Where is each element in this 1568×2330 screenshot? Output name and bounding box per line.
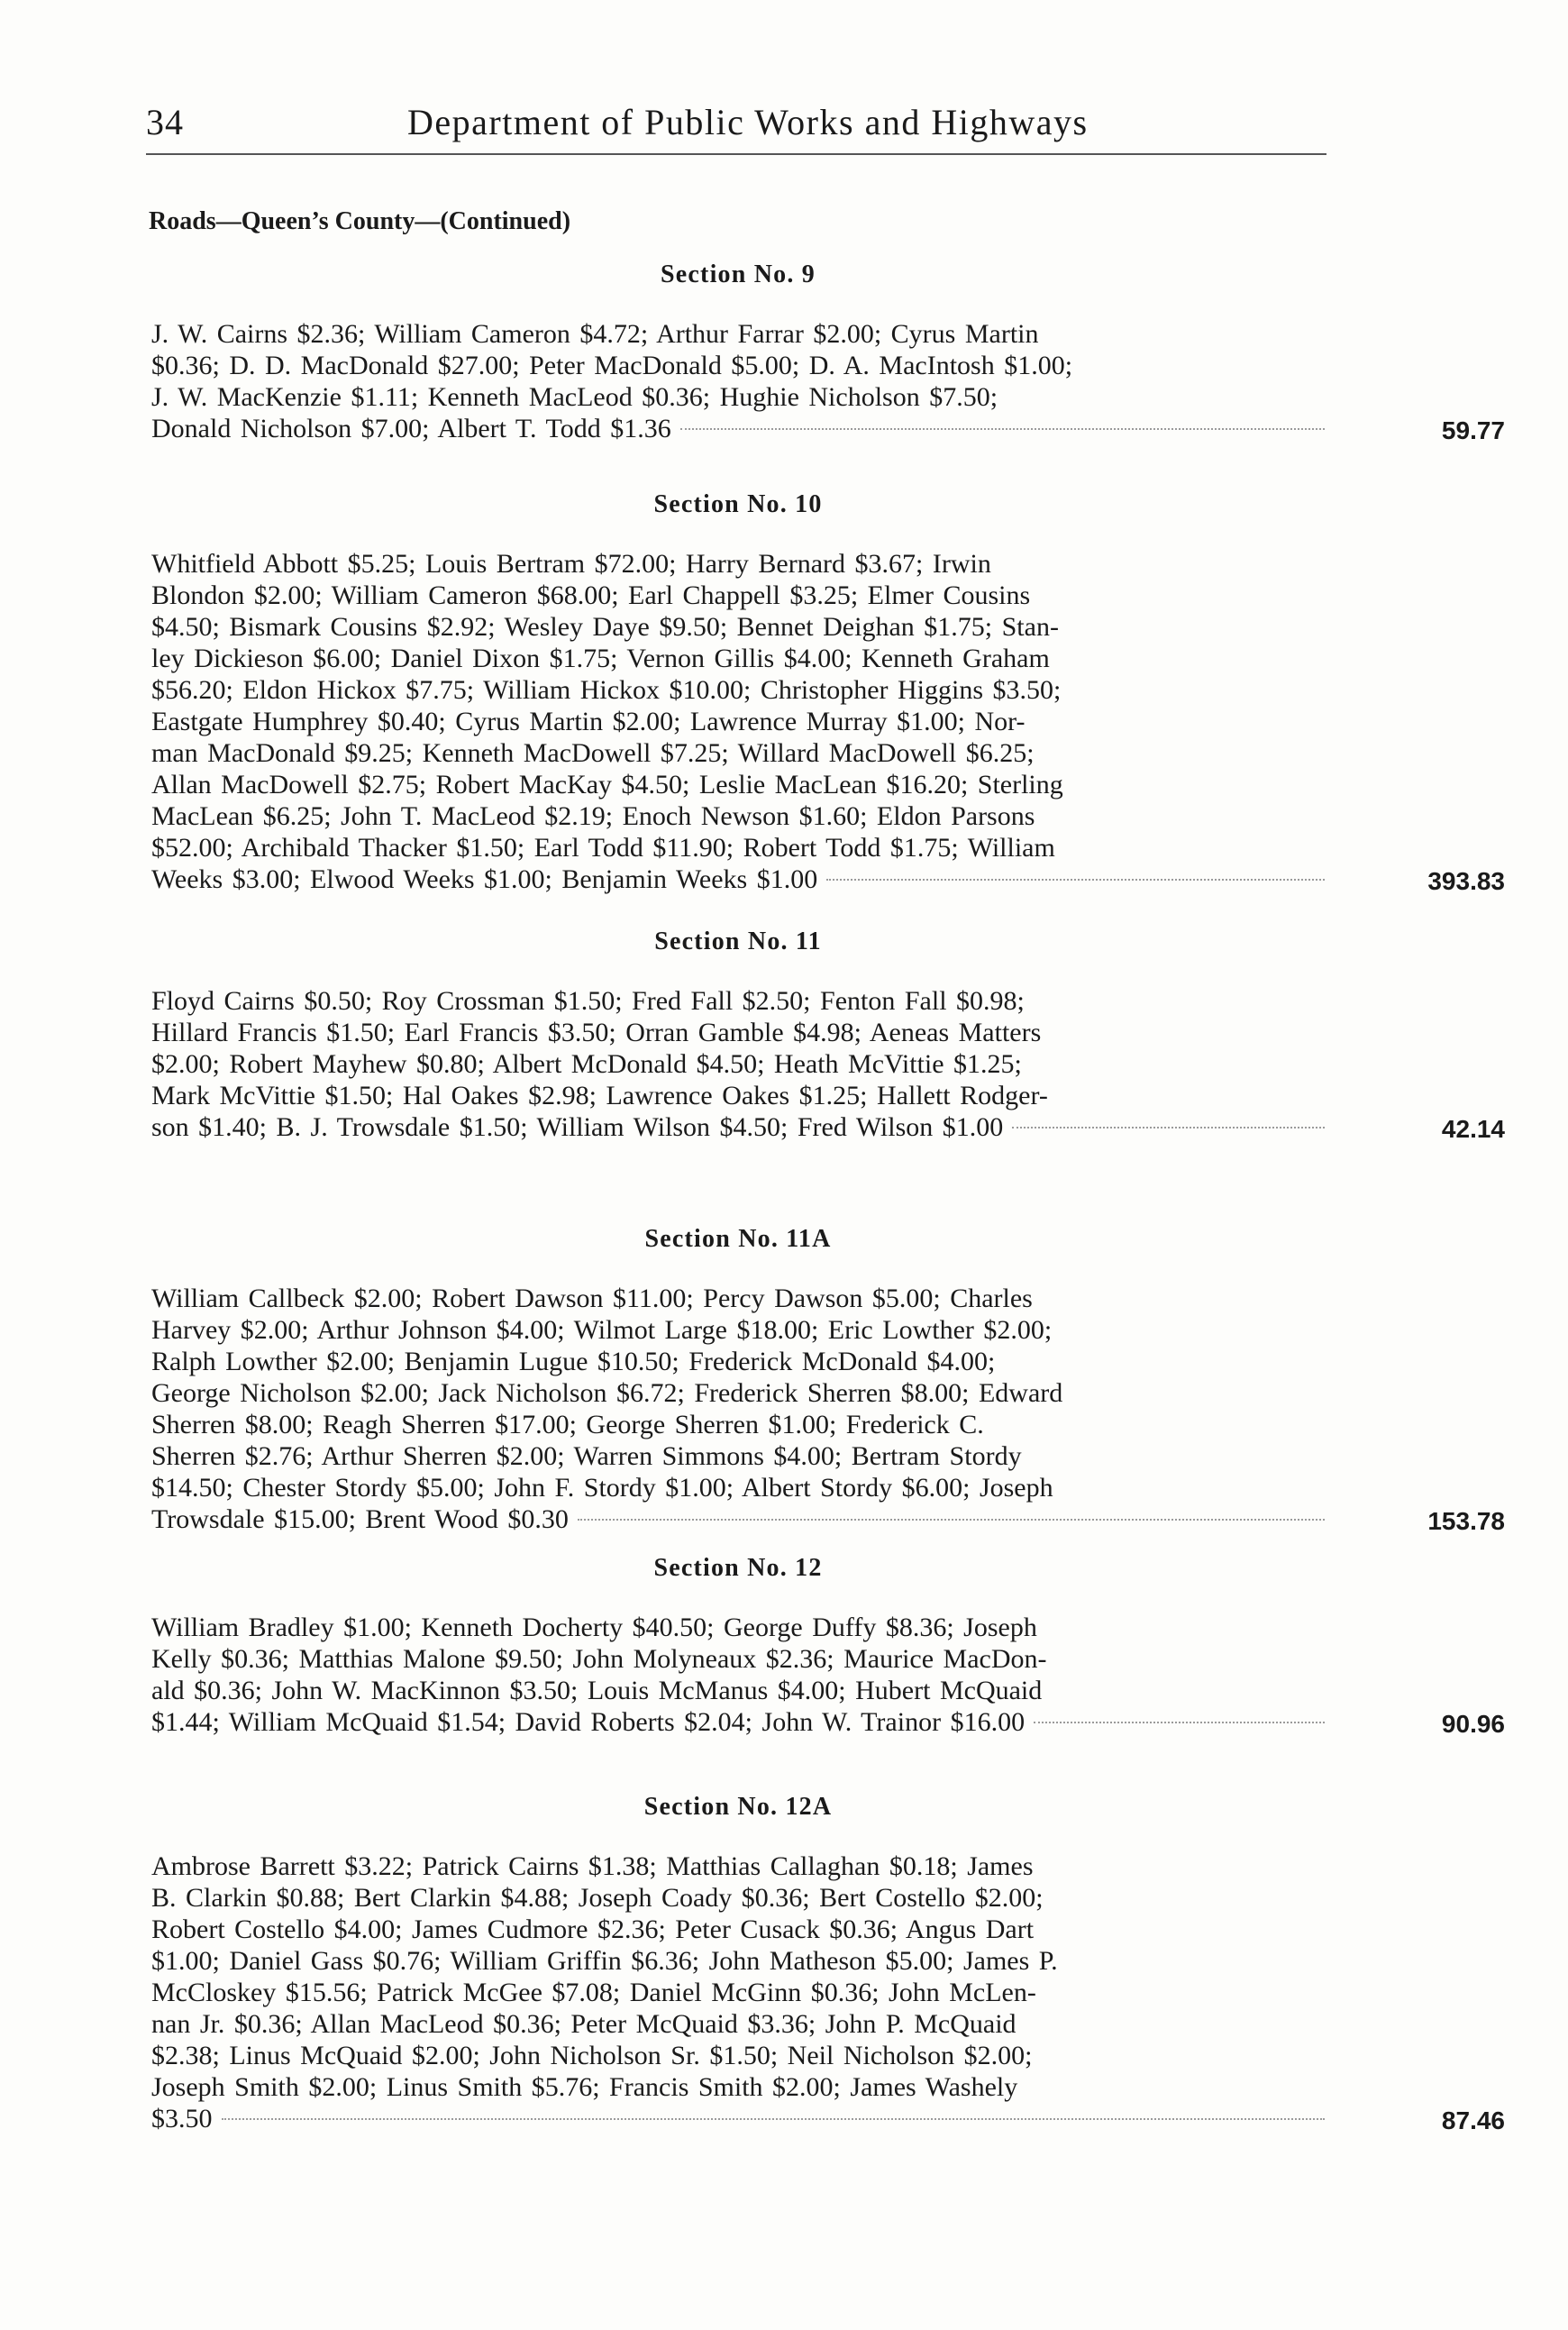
entry-line: ald $0.36; John W. MacKinnon $3.50; Louis McManus $4.00; Hubert McQuaid <box>151 1676 1043 1705</box>
entry-line: Sherren $8.00; Reagh Sherren $17.00; George Sherren $1.00; Frederick C. <box>151 1410 984 1439</box>
header-rule <box>146 153 1326 155</box>
section-entries <box>151 318 1325 444</box>
section-block <box>151 1550 1521 1738</box>
section-total: 393.83 <box>1427 867 1505 895</box>
entry-line: $52.00; Archibald Thacker $1.50; Earl Todd $11.90; Robert Todd $1.75; William <box>151 833 1055 863</box>
running-title: Department of Public Works and Highways <box>407 102 1089 142</box>
entry-line: $14.50; Chester Stordy $5.00; John F. Stordy $1.00; Albert Stordy $6.00; Joseph <box>151 1473 1053 1503</box>
entry-line: MacLean $6.25; John T. MacLeod $2.19; Enoch Newson $1.60; Eldon Parsons <box>151 801 1035 831</box>
section-title: Section No. 11 <box>654 927 822 955</box>
entry-line: Whitfield Abbott $5.25; Louis Bertram $72.00; Harry Bernard $3.67; Irwin <box>151 549 991 579</box>
section-total: 59.77 <box>1441 416 1505 444</box>
entry-line: J. W. MacKenzie $1.11; Kenneth MacLeod $0.36; Hughie Nicholson $7.50; <box>151 382 998 412</box>
section-block <box>151 1789 1521 2134</box>
section-total: 87.46 <box>1441 2106 1505 2134</box>
section-entries <box>151 1612 1325 1738</box>
entry-line: $0.36; D. D. MacDonald $27.00; Peter MacDonald $5.00; D. A. MacIntosh $1.00; <box>151 351 1073 380</box>
section-title: Section No. 12A <box>643 1793 833 1821</box>
entry-last-text: Weeks $3.00; Elwood Weeks $1.00; Benjamin Weeks $1.00 <box>151 864 818 894</box>
entry-line: man MacDonald $9.25; Kenneth MacDowell $7.25; Willard MacDowell $6.25; <box>151 738 1035 768</box>
section-block <box>151 487 1521 895</box>
section-title: Section No. 11A <box>644 1225 832 1253</box>
entry-line: Joseph Smith $2.00; Linus Smith $5.76; Francis Smith $2.00; James Washely <box>151 2072 1018 2102</box>
leader-dots <box>222 2118 1326 2120</box>
entry-line: nan Jr. $0.36; Allan MacLeod $0.36; Peter McQuaid $3.36; John P. McQuaid <box>151 2009 1016 2039</box>
entry-last-text: $1.44; William McQuaid $1.54; David Roberts $2.04; John W. Trainor $16.00 <box>151 1707 1026 1737</box>
section-entries <box>151 1850 1325 2134</box>
entry-line: Hillard Francis $1.50; Earl Francis $3.50; Orran Gamble $4.98; Aeneas Matters <box>151 1018 1042 1047</box>
entry-line: $56.20; Eldon Hickox $7.75; William Hickox $10.00; Christopher Higgins $3.50; <box>151 675 1062 705</box>
leader-dots <box>1012 1127 1325 1128</box>
section-total: 153.78 <box>1427 1507 1505 1535</box>
entry-line: William Callbeck $2.00; Robert Dawson $11.00; Percy Dawson $5.00; Charles <box>151 1284 1033 1313</box>
page-header <box>146 101 1245 155</box>
entry-line: Mark McVittie $1.50; Hal Oakes $2.98; Lawrence Oakes $1.25; Hallett Rodger- <box>151 1081 1048 1110</box>
entry-last-text: Donald Nicholson $7.00; Albert T. Todd $1.36 <box>151 414 671 443</box>
entry-last-text: son $1.40; B. J. Trowsdale $1.50; William Wilson $4.50; Fred Wilson $1.00 <box>151 1112 1004 1142</box>
entry-line: $2.00; Robert Mayhew $0.80; Albert McDonald $4.50; Heath McVittie $1.25; <box>151 1049 1022 1079</box>
entry-line: Eastgate Humphrey $0.40; Cyrus Martin $2.00; Lawrence Murray $1.00; Nor- <box>151 707 1026 736</box>
entry-line: Sherren $2.76; Arthur Sherren $2.00; Warren Simmons $4.00; Bertram Stordy <box>151 1441 1022 1471</box>
entry-line: Ralph Lowther $2.00; Benjamin Lugue $10.50; Frederick McDonald $4.00; <box>151 1347 996 1376</box>
section-block <box>151 257 1521 444</box>
entry-line: Allan MacDowell $2.75; Robert MacKay $4.50; Leslie MacLean $16.20; Sterling <box>151 770 1063 800</box>
entry-last-line <box>151 863 1325 895</box>
entry-last-text: Trowsdale $15.00; Brent Wood $0.30 <box>151 1504 569 1534</box>
leader-dots <box>578 1519 1325 1521</box>
entry-last-line <box>151 2103 1325 2134</box>
entry-last-line <box>151 1503 1325 1535</box>
entry-line: Floyd Cairns $0.50; Roy Crossman $1.50; Fred Fall $2.50; Fenton Fall $0.98; <box>151 986 1025 1016</box>
section-block <box>151 924 1521 1143</box>
entry-line: George Nicholson $2.00; Jack Nicholson $6.72; Frederick Sherren $8.00; Edward <box>151 1378 1063 1408</box>
page-number: 34 <box>146 102 184 142</box>
entry-last-line <box>151 1706 1325 1738</box>
section-block <box>151 1221 1521 1535</box>
entry-last-text: $3.50 <box>151 2104 213 2134</box>
leader-dots <box>826 879 1325 881</box>
section-title: Section No. 10 <box>653 490 823 518</box>
section-entries <box>151 985 1325 1143</box>
entry-line: Harvey $2.00; Arthur Johnson $4.00; Wilmot Large $18.00; Eric Lowther $2.00; <box>151 1315 1053 1345</box>
entry-line: J. W. Cairns $2.36; William Cameron $4.72; Arthur Farrar $2.00; Cyrus Martin <box>151 319 1039 349</box>
entry-line: ley Dickieson $6.00; Daniel Dixon $1.75; Vernon Gillis $4.00; Kenneth Graham <box>151 644 1050 673</box>
section-total: 90.96 <box>1441 1710 1505 1738</box>
entry-line: McCloskey $15.56; Patrick McGee $7.08; Daniel McGinn $0.36; John McLen- <box>151 1978 1036 2007</box>
entry-line: $2.38; Linus McQuaid $2.00; John Nicholson Sr. $1.50; Neil Nicholson $2.00; <box>151 2041 1033 2070</box>
section-title: Section No. 12 <box>653 1554 823 1582</box>
section-entries <box>151 548 1325 895</box>
leader-dots <box>680 428 1325 430</box>
section-total: 42.14 <box>1441 1115 1505 1143</box>
entry-line: $1.00; Daniel Gass $0.76; William Griffin $6.36; John Matheson $5.00; James P. <box>151 1946 1058 1976</box>
entry-line: $4.50; Bismark Cousins $2.92; Wesley Daye $9.50; Bennet Deighan $1.75; Stan- <box>151 612 1059 642</box>
continued-heading: Roads—Queen’s County—(Continued) <box>149 207 571 235</box>
entry-line: Blondon $2.00; William Cameron $68.00; Earl Chappell $3.25; Elmer Cousins <box>151 580 1031 610</box>
leader-dots <box>1034 1722 1325 1723</box>
entry-line: Kelly $0.36; Matthias Malone $9.50; John Molyneaux $2.36; Maurice MacDon- <box>151 1644 1047 1674</box>
entry-last-line <box>151 413 1325 444</box>
section-entries <box>151 1283 1325 1535</box>
entry-last-line <box>151 1111 1325 1143</box>
entry-line: Robert Costello $4.00; James Cudmore $2.36; Peter Cusack $0.36; Angus Dart <box>151 1914 1035 1944</box>
section-title: Section No. 9 <box>661 260 816 288</box>
entry-line: William Bradley $1.00; Kenneth Docherty $40.50; George Duffy $8.36; Joseph <box>151 1613 1037 1642</box>
entry-line: Ambrose Barrett $3.22; Patrick Cairns $1.38; Matthias Callaghan $0.18; James <box>151 1851 1034 1881</box>
entry-line: B. Clarkin $0.88; Bert Clarkin $4.88; Joseph Coady $0.36; Bert Costello $2.00; <box>151 1883 1044 1913</box>
